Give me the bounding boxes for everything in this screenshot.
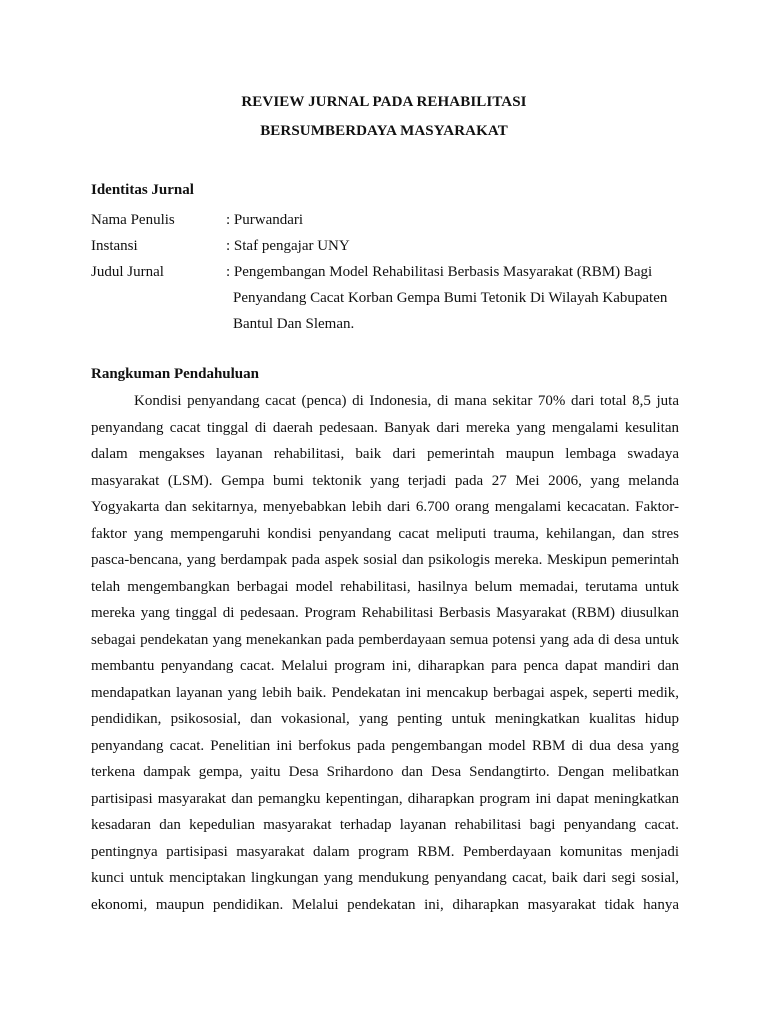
identitas-row-judul-jurnal: [91, 264, 691, 288]
paragraph-line: sebagai pendekatan yang menekankan pada pemberdayaan semua potensi yang ada di desa untuk: [91, 631, 679, 648]
paragraph-line: membantu penyandang cacat. Melalui program ini, diharapkan para penca dapat mandiri dan: [91, 658, 679, 674]
paragraph-line: pasca-bencana, yang berdampak pada aspek sosial dan psikologis mereka. Meskipun pemerintah: [91, 552, 679, 568]
paragraph-line: Kondisi penyandang cacat (penca) di Indonesia, di mana sekitar 70% dari total 8,5 juta: [134, 393, 679, 409]
paragraph-line: telah mengembangkan berbagai model rehabilitasi, hasilnya belum memadai, terutama untuk: [91, 578, 679, 595]
identitas-heading: Identitas Jurnal: [91, 182, 194, 198]
identitas-row-instansi: [91, 238, 691, 262]
paragraph-line: masyarakat (LSM). Gempa bumi tektonik yang terjadi pada 27 Mei 2006, yang melanda: [91, 472, 679, 489]
judul-continuation-line: Penyandang Cacat Korban Gempa Bumi Tetonik Di Wilayah Kabupaten: [233, 290, 668, 306]
paragraph-line: penyandang cacat. Penelitian ini berfokus pada pengembangan model RBM di dua desa yang: [91, 737, 679, 754]
paragraph-line: faktor yang mempengaruhi kondisi penyandang cacat meliputi trauma, kehilangan, dan stres: [91, 525, 679, 542]
judul-continuation-line: Bantul Dan Sleman.: [233, 316, 355, 332]
paragraph-line: terkena dampak gempa, yaitu Desa Srihardono dan Desa Sendangtirto. Dengan melibatkan: [91, 764, 679, 780]
paragraph-line: mereka yang tinggal di pedesaan. Program Rehabilitasi Berbasis Masyarakat (RBM) diusulkan: [91, 605, 679, 621]
identitas-value: : Purwandari: [226, 212, 304, 228]
identitas-row-nama-penulis: [91, 212, 691, 236]
identitas-label: Judul Jurnal: [91, 264, 164, 280]
identitas-label: Instansi: [91, 238, 138, 254]
rangkuman-paragraph: [91, 388, 679, 918]
paragraph-line: pentingnya partisipasi masyarakat dalam program RBM. Pemberdayaan komunitas menjadi: [91, 843, 679, 860]
paragraph-line: dalam mengakses layanan rehabilitasi, baik dari pemerintah maupun lembaga swadaya: [91, 446, 679, 462]
identitas-value: : Pengembangan Model Rehabilitasi Berbasis Masyarakat (RBM) Bagi: [226, 264, 653, 280]
paragraph-line: ekonomi, maupun pendidikan. Melalui pendekatan ini, diharapkan masyarakat tidak hanya: [91, 896, 679, 913]
identitas-label: Nama Penulis: [91, 212, 175, 228]
paragraph-line: mendapatkan layanan yang lebih baik. Pendekatan ini mencakup berbagai aspek, seperti medik,: [91, 684, 679, 701]
paragraph-line: Yogyakarta dan sekitarnya, menyebabkan lebih dari 6.700 orang mengalami kecacatan. Faktor-: [91, 499, 679, 515]
paragraph-line: kunci untuk menciptakan lingkungan yang mendukung penyandang cacat, baik dari segi sosial,: [91, 870, 679, 886]
paragraph-line: kesadaran dan kepedulian masyarakat terhadap layanan rehabilitasi bagi penyandang cacat.: [91, 817, 679, 833]
paragraph-line: partisipasi masyarakat dan pemangku kepentingan, diharapkan program ini dapat meningkatkan: [91, 790, 679, 807]
document-title-line-2: BERSUMBERDAYA MASYARAKAT: [260, 123, 508, 139]
identitas-value: : Staf pengajar UNY: [226, 238, 350, 254]
paragraph-line: pendidikan, psikososial, dan vokasional, yang penting untuk meningkatkan kualitas hidup: [91, 711, 679, 727]
document-title-line-1: REVIEW JURNAL PADA REHABILITASI: [241, 94, 527, 110]
paragraph-line: penyandang cacat tinggal di daerah pedesaan. Banyak dari mereka yang mengalami kesulitan: [91, 419, 679, 436]
rangkuman-heading: Rangkuman Pendahuluan: [91, 366, 259, 382]
